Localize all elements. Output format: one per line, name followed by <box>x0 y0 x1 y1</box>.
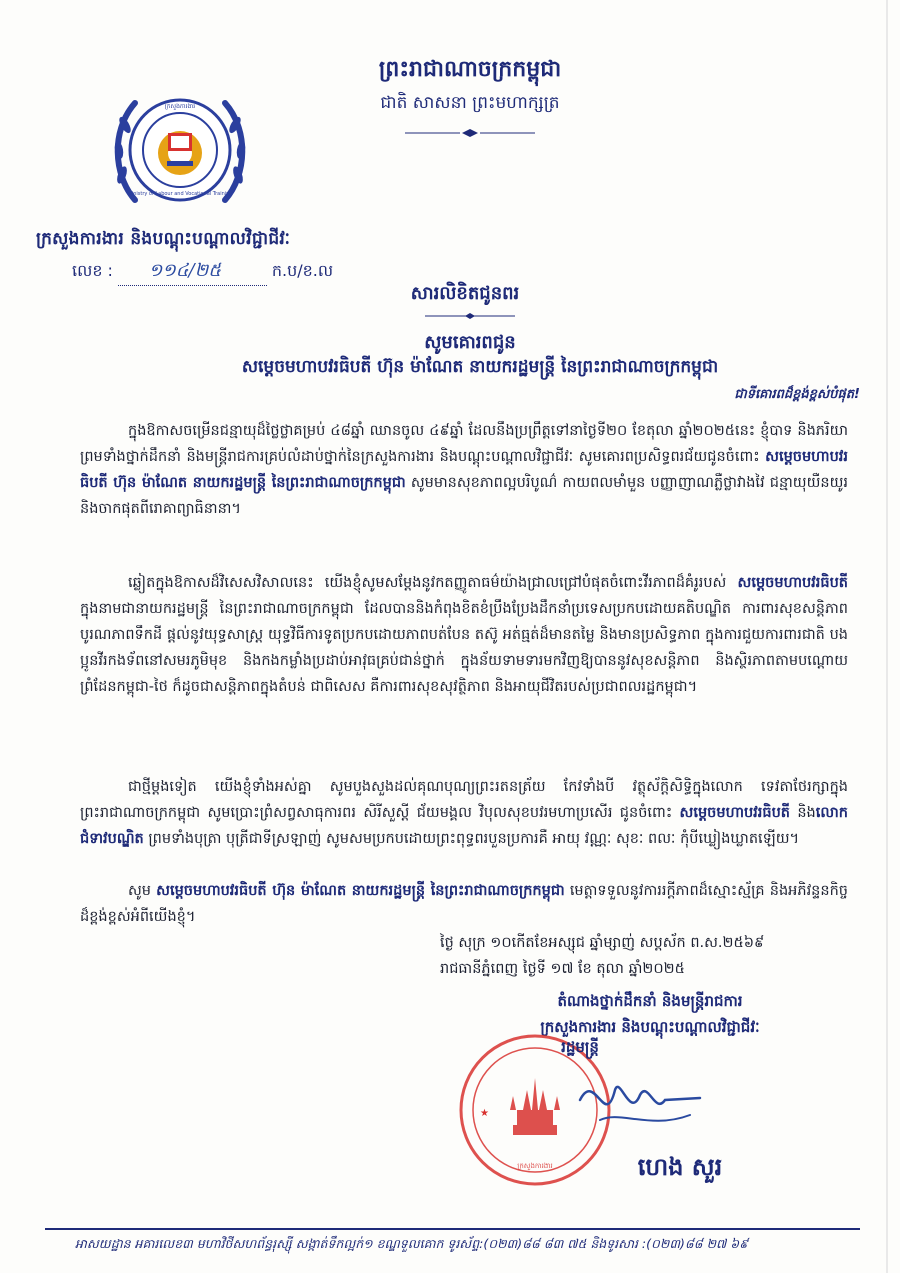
minister-title: រដ្ឋមន្ត្រី <box>561 1038 599 1056</box>
paragraph-3: ជាថ្មីម្តងទៀត យើងខ្ញុំទាំងអស់គ្នា សូមបួងសួងដល់គុណបុណ្យព្រះរតនត្រ័យ កែវទាំងបី វត្ថុស័ក្តិសិទ្ធិក្នុងលោក ទេវតាថែរក្សាក្នុងព្រះរាជាណាចក្រកម្ពុជា សូមប្រោះព្រំសព្វសាធុការពរ សិរីសួស្តី ជ័យមង្គល វិបុលសុខបវរមហាប្រសើរ ជូនចំពោះ សម្តេចមហាបវរធិបតី និងលោកជំទាវបណ្ឌិត ព្រមទាំងបុត្រា បុត្រីជាទីស្រឡាញ់ សូមសមប្រកបដោយព្រះពុទ្ធពរបួនប្រការគឺ អាយុ វណ្ណៈ សុខៈ ពលៈ កុំបីឃ្លៀងឃ្លាតឡើយ។ <box>80 779 848 847</box>
footer-address: អាសយដ្ឋាន អគារលេខ៣ មហាវិថីសហព័ន្ធរុស្ស៊ី សង្កាត់ទឹកល្អក់១ ខណ្ឌទួលគោក ទូរស័ព្ទ:(០២៣)៨៨ ៨៣ ៧៥ និងទូរសារ :(០២៣)៨៨ ២៧ ៦៩ <box>75 1236 748 1251</box>
national-motto: ជាតិ សាសនា ព្រះមហាក្សត្រ <box>380 93 560 113</box>
svg-text:★: ★ <box>480 1108 489 1119</box>
ministry-seal-icon <box>105 75 255 225</box>
date-block <box>440 930 860 982</box>
solar-date: រាជធានីភ្នំពេញ ថ្ងៃទី ១៧ ខែ តុលា ឆ្នាំ២០២៥ <box>440 961 685 977</box>
paragraph-1: ក្នុងឱកាសចម្រើនជន្មាយុដ៏ថ្លៃថ្លាគម្រប់ ៤៨ឆ្នាំ ឈានចូល ៤៩ឆ្នាំ ដែលនឹងប្រព្រឹត្តទៅនាថ្ងៃទី២០ ខែតុលា ឆ្នាំ២០២៥នេះ ខ្ញុំបាទ និងភរិយា ព្រមទាំងថ្នាក់ដឹកនាំ និងមន្ត្រីរាជការគ្រប់លំដាប់ថ្នាក់នៃក្រសួងការងារ និងបណ្តុះបណ្តាលវិជ្ជាជីវៈ សូមគោរពប្រសិទ្ធពរជ័យជូនចំពោះ សម្តេចមហាបវរធិបតី ហ៊ុន ម៉ាណែត នាយករដ្ឋមន្ត្រី នៃព្រះរាជាណាចក្រកម្ពុជា សូមមានសុខភាពល្អបរិបូណ៌ កាយពលមាំមួន បញ្ញាញាណភ្លឺថ្លាវាងវៃ ជន្មាយុយឺនយូរ និងចាកផុតពីរោគាព្យាធិនានា។ <box>80 423 848 517</box>
svg-text:ក្រសួងការងារ: ក្រសួងការងារ <box>164 103 196 110</box>
paragraph-2: ឆ្លៀតក្នុងឱកាសដ៏វិសេសវិសាលនេះ យើងខ្ញុំសូមសម្តែងនូវកតញ្ញូតាធម៌យ៉ាងជ្រាលជ្រៅបំផុតចំពោះវីរភាពដ៏គំរូរបស់ សម្តេចមហាបវរធិបតី ក្នុងនាមជានាយករដ្ឋមន្ត្រី នៃព្រះរាជាណាចក្រកម្ពុជា ដែលបាននិងកំពុងខិតខំប្រឹងប្រែងដឹកនាំប្រទេសប្រកបដោយគតិបណ្ឌិត ការពារសុខសន្តិភាព បូរណភាពទឹកដី ផ្តល់នូវយុទ្ធសាស្ត្រ យុទ្ធវិធីការទូតប្រកបដោយភាពបត់បែន តស៊ូ អត់ធ្មត់ដ៏មានតម្លៃ និងមានប្រសិទ្ធភាព ក្នុងការជួយការពារជាតិ បងប្អូនវីរកងទ័ពនៅសមរភូមិមុខ និងកងកម្លាំងប្រដាប់អាវុធគ្រប់ជាន់ថ្នាក់ ក្នុងន័យទាមទារមកវិញឱ្យបាននូវសុខសន្តិភាព និងស្ថិរភាពតាមបណ្តោយព្រំដែនកម្ពុជា-ថៃ ក៏ដូចជាសន្តិភាពក្នុងតំបន់ ជាពិសេស គឺការពារសុខសុវត្ថិភាព និងអាយុជីវិតរបស់ប្រជាពលរដ្ឋកម្ពុជា។ <box>80 575 848 695</box>
footer-rule <box>45 1228 860 1230</box>
scan-edge <box>886 0 888 1273</box>
document-title: សារលិខិតជូនពរ <box>410 283 520 304</box>
svg-text:ក្រសួងការងារ: ក្រសួងការងារ <box>517 1162 553 1170</box>
kingdom-title: ព្រះរាជាណាចក្រកម្ពុជា <box>378 57 562 82</box>
lunar-date: ថ្ងៃ សុក្រ ១០កើតខែអស្សុជ ឆ្នាំម្សាញ់ សប្តស័ក ព.ស.២៥៦៩ <box>440 935 765 951</box>
signatory-title: តំណាងថ្នាក់ដឹកនាំ និងមន្ត្រីរាជការ ក្រសួងការងារ និងបណ្តុះបណ្តាលវិជ្ជាជីវៈ <box>540 992 760 1036</box>
honorific: ជាទីគោរពដ៏ខ្ពង់ខ្ពស់បំផុត! <box>734 387 860 402</box>
reference-number <box>72 258 333 286</box>
signer-name: ហេង សួរ <box>637 1153 723 1181</box>
ministry-name: ក្រសួងការងារ និងបណ្តុះបណ្តាលវិជ្ជាជីវៈ <box>36 229 291 249</box>
title-divider-icon <box>420 312 520 320</box>
salutation: សូមគោរពជូន <box>424 332 516 353</box>
svg-text:Ministry of Labour and Vocatio: Ministry of Labour and Vocational Training <box>127 191 233 197</box>
ornament-divider-icon <box>400 128 540 138</box>
ref-suffix: ក.ប/ខ.ល <box>271 261 334 280</box>
ref-label: លេខ : <box>72 261 113 280</box>
ref-number: ១១៤/២៥ <box>118 258 267 286</box>
addressee: សម្តេចមហាបវរធិបតី ហ៊ុន ម៉ាណែត នាយករដ្ឋមន្ត្រី នៃព្រះរាជាណាចក្រកម្ពុជា <box>241 357 719 377</box>
handwritten-signature-icon <box>560 1060 710 1150</box>
paragraph-4: សូម សម្តេចមហាបវរធិបតី ហ៊ុន ម៉ាណែត នាយករដ្ឋមន្ត្រី នៃព្រះរាជាណាចក្រកម្ពុជា មេត្តាទទួលនូវការរក្តីភាពដ៏ស្មោះស្ម័គ្រ និងអភិវន្ទនកិច្ចដ៏ខ្ពង់ខ្ពស់អំពីយើងខ្ញុំ។ <box>80 883 848 925</box>
